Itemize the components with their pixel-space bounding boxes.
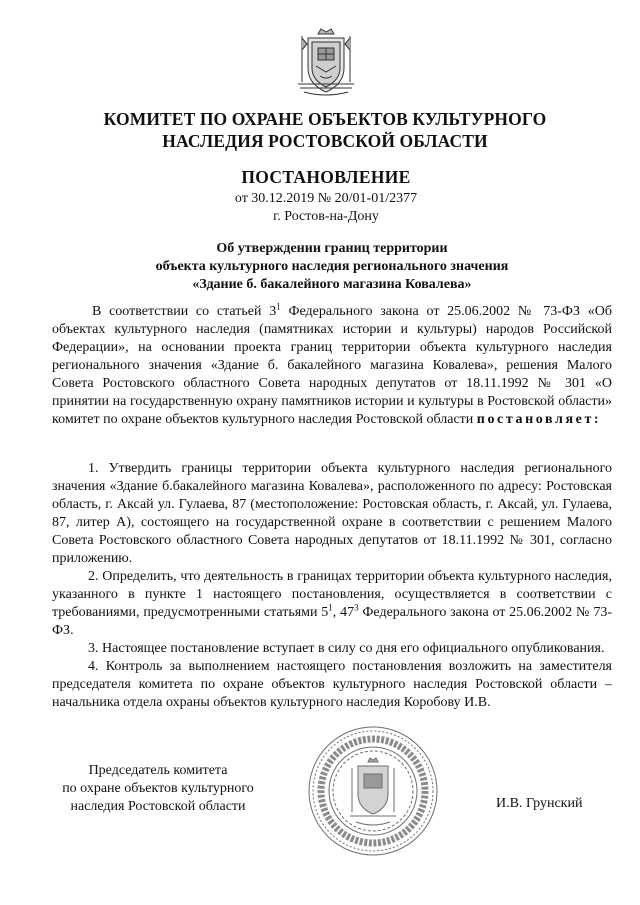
item2-part3: Федерального закона от 25.06.2002 № 73-ФЗ. [52, 605, 613, 638]
decree-city: г. Ростов-на-Дону [273, 209, 379, 224]
item2-part2: , 47 [332, 605, 355, 620]
signatory-title-line1: Председатель комитета [88, 763, 228, 778]
decree-subject [40, 240, 624, 294]
signatory-title-line2: по охране объектов культурного [62, 781, 254, 796]
preamble-part1: В соответствии со статьей 3 [92, 304, 277, 319]
item2-sup2: 3 [354, 602, 359, 613]
signatory-title-line3: наследия Ростовской области [70, 799, 246, 814]
subject-line1: Об утверждении границ территории [216, 241, 448, 256]
preamble-resolves: постановляет: [476, 412, 602, 427]
preamble-sup1: 1 [276, 301, 281, 312]
preamble-paragraph [52, 303, 612, 429]
decree-item-1: 1. Утвердить границы территории объекта культурного наследия регионального значения «Здание б.бакалейного магазина Ковалева», расположенного по адресу: Ростовская область, г. Аксай ул. Гулаева, 87 (местоположение: Ростовская область, г. Аксай, ул. Гулаева, 87, литер А), состоящего на государственной охране в соответствии с решением Малого Совета Ростовского областного Совета народных депутатов от 18.11.1992 № 301, согласно приложению. [52, 461, 612, 566]
official-seal-icon [306, 724, 440, 858]
decree-items [52, 460, 612, 712]
decree-item-4: 4. Контроль за выполнением настоящего постановления возложить на заместителя председателя комитета по охране объектов культурного наследия Ростовской области – начальника отдела охраны объектов культурного наследия Коробову И.В. [52, 659, 612, 710]
preamble-part2: Федерального закона от 25.06.2002 № 73-ФЗ «Об объектах культурного наследия (памятниках истории и культуры) народов Российской Федерации», на основании проекта границ территории объекта культурного наследия регионального значения «Здание б. бакалейного магазина Ковалева», решения Малого Совета Ростовского областного Совета народных депутатов от 18.11.1992 № 301 «О принятии на государственную охрану памятников истории и культуры в Ростовской области» комитет по охране объектов культурного наследия Ростовской области [52, 304, 612, 427]
item2-part1: 2. Определить, что деятельность в границах территории объекта культурного наследия, указанного в пункте 1 настоящего постановления, осуществляется в соответствии с требованиями, предусмотренными статьями 5 [52, 569, 612, 620]
signatory-name: И.В. Грунский [496, 796, 583, 811]
committee-name [60, 108, 590, 152]
signatory-title [52, 762, 264, 816]
committee-name-line1: КОМИТЕТ ПО ОХРАНЕ ОБЪЕКТОВ КУЛЬТУРНОГО [103, 109, 547, 129]
decree-title: ПОСТАНОВЛЕНИЕ [241, 167, 411, 187]
item2-sup1: 1 [328, 602, 333, 613]
decree-date-number: от 30.12.2019 № 20/01-01/2377 [234, 191, 418, 206]
decree-item-2 [52, 568, 612, 640]
committee-name-line2: НАСЛЕДИЯ РОСТОВСКОЙ ОБЛАСТИ [162, 131, 488, 151]
decree-item-3: 3. Настоящее постановление вступает в силу со дня его официального опубликования. [88, 641, 605, 656]
subject-line3: «Здание б. бакалейного магазина Ковалева» [192, 277, 472, 292]
decree-meta [0, 190, 640, 226]
subject-line2: объекта культурного наследия регионального значения [155, 259, 509, 274]
coat-of-arms-icon [294, 26, 358, 98]
